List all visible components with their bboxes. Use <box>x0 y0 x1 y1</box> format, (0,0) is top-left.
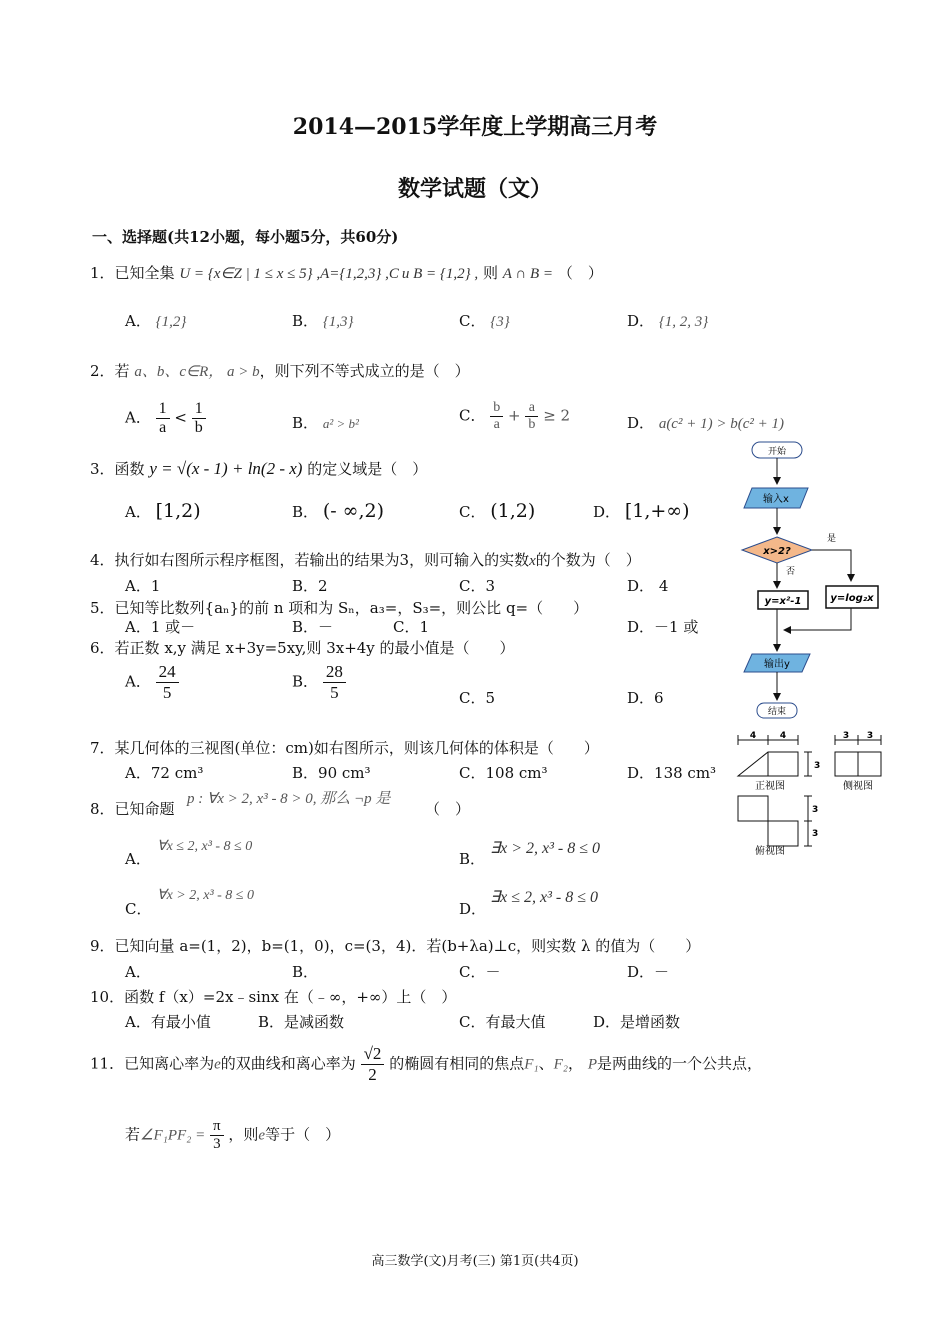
flow-end-text: 结束 <box>767 707 787 717</box>
question-1 <box>90 262 603 283</box>
side-view-label: 侧视图 <box>843 781 873 792</box>
q-stem: 已知全集 <box>114 264 175 282</box>
q6-option-d: D．6 <box>627 689 664 707</box>
flow-right-text: y=log₂x <box>830 593 874 604</box>
q6-option-b: B． $\frac{28}{5}$ <box>292 662 346 703</box>
flow-left-text: y=x²-1 <box>764 596 802 607</box>
q3-option-d: D． [1,+∞) <box>593 500 690 522</box>
q9-option-d: D．－ <box>627 963 670 981</box>
flow-input-text: 输入x <box>763 494 789 505</box>
flow-output-text: 输出y <box>764 659 790 670</box>
question-4: 4．执行如右图所示程序框图，若输出的结果为3，则可输入的实数x的个数为（ ） <box>90 551 641 569</box>
q8-option-c: ∀x > 2, x³ - 8 ≤ 0 <box>157 888 254 903</box>
q9-option-a: A． <box>125 963 151 981</box>
flow-start-text: 开始 <box>767 447 787 457</box>
question-6: 6．若正数 x,y 满足 x+3y=5xy,则 3x+4y 的最小值是（ ） <box>90 639 515 657</box>
flow-yes-label: 是 <box>827 534 837 544</box>
flow-no-label: 否 <box>786 567 796 577</box>
q8-option-b-label: B． <box>459 850 486 868</box>
q9-option-b: B． <box>292 963 319 981</box>
q7-option-d: D．138 cm³ <box>627 764 717 782</box>
q9-option-c: C．－ <box>459 963 501 981</box>
q4-option-a: A．1 <box>125 577 161 595</box>
q10-option-d: D．是增函数 <box>593 1013 681 1031</box>
three-view-diagram <box>730 728 890 858</box>
q2-option-c: C． $\frac{b}{a}$ + $\frac{a}{b}$ ≥ 2 <box>459 400 571 432</box>
q5-option-d: D．－1 或 <box>627 618 699 636</box>
q-math-2: A ∩ B = <box>502 266 554 282</box>
answer-paren: （ ） <box>557 264 603 282</box>
flow-condition-text: x>2? <box>763 546 791 557</box>
q5-option-a: A．1 或－ <box>125 618 196 636</box>
q4-option-d: D． 4 <box>627 577 669 595</box>
page-footer: 高三数学(文)月考(三) 第1页(共4页) <box>371 1254 579 1269</box>
page-subtitle: 数学试题（文） <box>397 176 552 202</box>
q2-option-b: B． a² > b² <box>292 414 359 432</box>
q7-option-c: C．108 cm³ <box>459 764 548 782</box>
q8-math: p : ∀x > 2, x³ - 8 > 0, 那么 ¬p 是 <box>187 791 391 807</box>
q10-option-a: A．有最小值 <box>125 1013 211 1031</box>
question-8: 8．已知命题 <box>90 800 175 818</box>
q5-option-c: C．1 <box>393 618 430 636</box>
q8-option-d: ∃x ≤ 2, x³ - 8 ≤ 0 <box>490 889 598 906</box>
q8-option-c-label: C． <box>125 900 152 918</box>
q10-option-c: C．有最大值 <box>459 1013 546 1031</box>
q2-option-a: A． $\frac{1}{a}$ < $\frac{1}{b}$ <box>125 400 206 437</box>
q8-option-b: ∃x > 2, x³ - 8 ≤ 0 <box>490 840 601 857</box>
q1-option-c: C． {3} <box>459 312 510 330</box>
q8-option-a: ∀x ≤ 2, x³ - 8 ≤ 0 <box>157 839 253 854</box>
dim-label: 3 <box>812 805 819 815</box>
q-math: U = {x∈Z | 1 ≤ x ≤ 5} ,A={1,2,3} ,C u B = {1,2} , <box>179 266 479 282</box>
q-tail: 则 <box>482 264 498 282</box>
q5-option-b: B．－ <box>292 618 334 636</box>
dim-label: 3 <box>814 761 821 771</box>
q1-option-b: B． {1,3} <box>292 312 354 330</box>
dim-label: 4 <box>779 731 787 741</box>
page-title: 2014—2015学年度上学期高三月考 <box>292 114 658 140</box>
dim-label: 4 <box>749 731 757 741</box>
q3-option-c: C． (1,2) <box>459 500 536 522</box>
q8-option-d-label: D． <box>459 900 487 918</box>
q4-option-b: B．2 <box>292 577 328 595</box>
q2-option-d: D． a(c² + 1) > b(c² + 1) <box>627 414 784 432</box>
question-5: 5．已知等比数列{aₙ}的前 n 项和为 Sₙ，a₃=，S₃=，则公比 q=（ ） <box>90 599 589 617</box>
front-view-label: 正视图 <box>755 781 785 792</box>
question-9: 9．已知向量 a=(1，2)，b=(1，0)，c=(3，4)．若(b+λa)⊥c，则实数 λ 的值为（ ） <box>90 937 701 955</box>
dim-label: 3 <box>812 829 819 839</box>
answer-paren: （ ） <box>425 800 471 818</box>
q-number: 1． <box>90 264 115 282</box>
q1-option-a: A． {1,2} <box>125 312 187 330</box>
dim-label: 3 <box>842 731 850 741</box>
q4-option-c: C．3 <box>459 577 496 595</box>
section-heading: 一、选择题(共12小题，每小题5分，共60分) <box>92 228 399 246</box>
question-7: 7．某几何体的三视图(单位：cm)如右图所示，则该几何体的体积是（ ） <box>90 739 599 757</box>
q1-option-d: D． {1, 2, 3} <box>627 312 709 330</box>
q8-option-a-label: A． <box>125 850 151 868</box>
question-2: 2．若 a、b、c∈R， a > b，则下列不等式成立的是（ ） <box>90 362 470 380</box>
flowchart <box>730 438 890 723</box>
q3-option-a: A． [1,2) <box>125 500 201 522</box>
question-3: 3．函数 y = √(x - 1) + ln(2 - x) 的定义域是（ ） <box>90 459 428 478</box>
question-11-cont: 若∠F₁PF₂ = $\frac{\pi}{3}$ ，则e等于（ ） <box>125 1118 341 1152</box>
question-10: 10．函数 f（x）=2x﹣sinx 在（﹣∞，+∞）上（ ） <box>90 988 457 1006</box>
question-11: 11．已知离心率为e的双曲线和离心率为 $\frac{√2}{2}$ 的椭圆有相同的焦点F₁、F₂， P是两曲线的一个公共点， <box>90 1044 762 1084</box>
q10-option-b: B．是减函数 <box>258 1013 345 1031</box>
dim-label: 3 <box>866 731 874 741</box>
q6-option-a: A． $\frac{24}{5}$ <box>125 662 179 703</box>
top-view-label: 俯视图 <box>755 846 785 857</box>
q6-option-c: C．5 <box>459 689 496 707</box>
q3-option-b: B． (- ∞,2) <box>292 500 385 522</box>
q7-option-b: B．90 cm³ <box>292 764 371 782</box>
q7-option-a: A．72 cm³ <box>125 764 204 782</box>
